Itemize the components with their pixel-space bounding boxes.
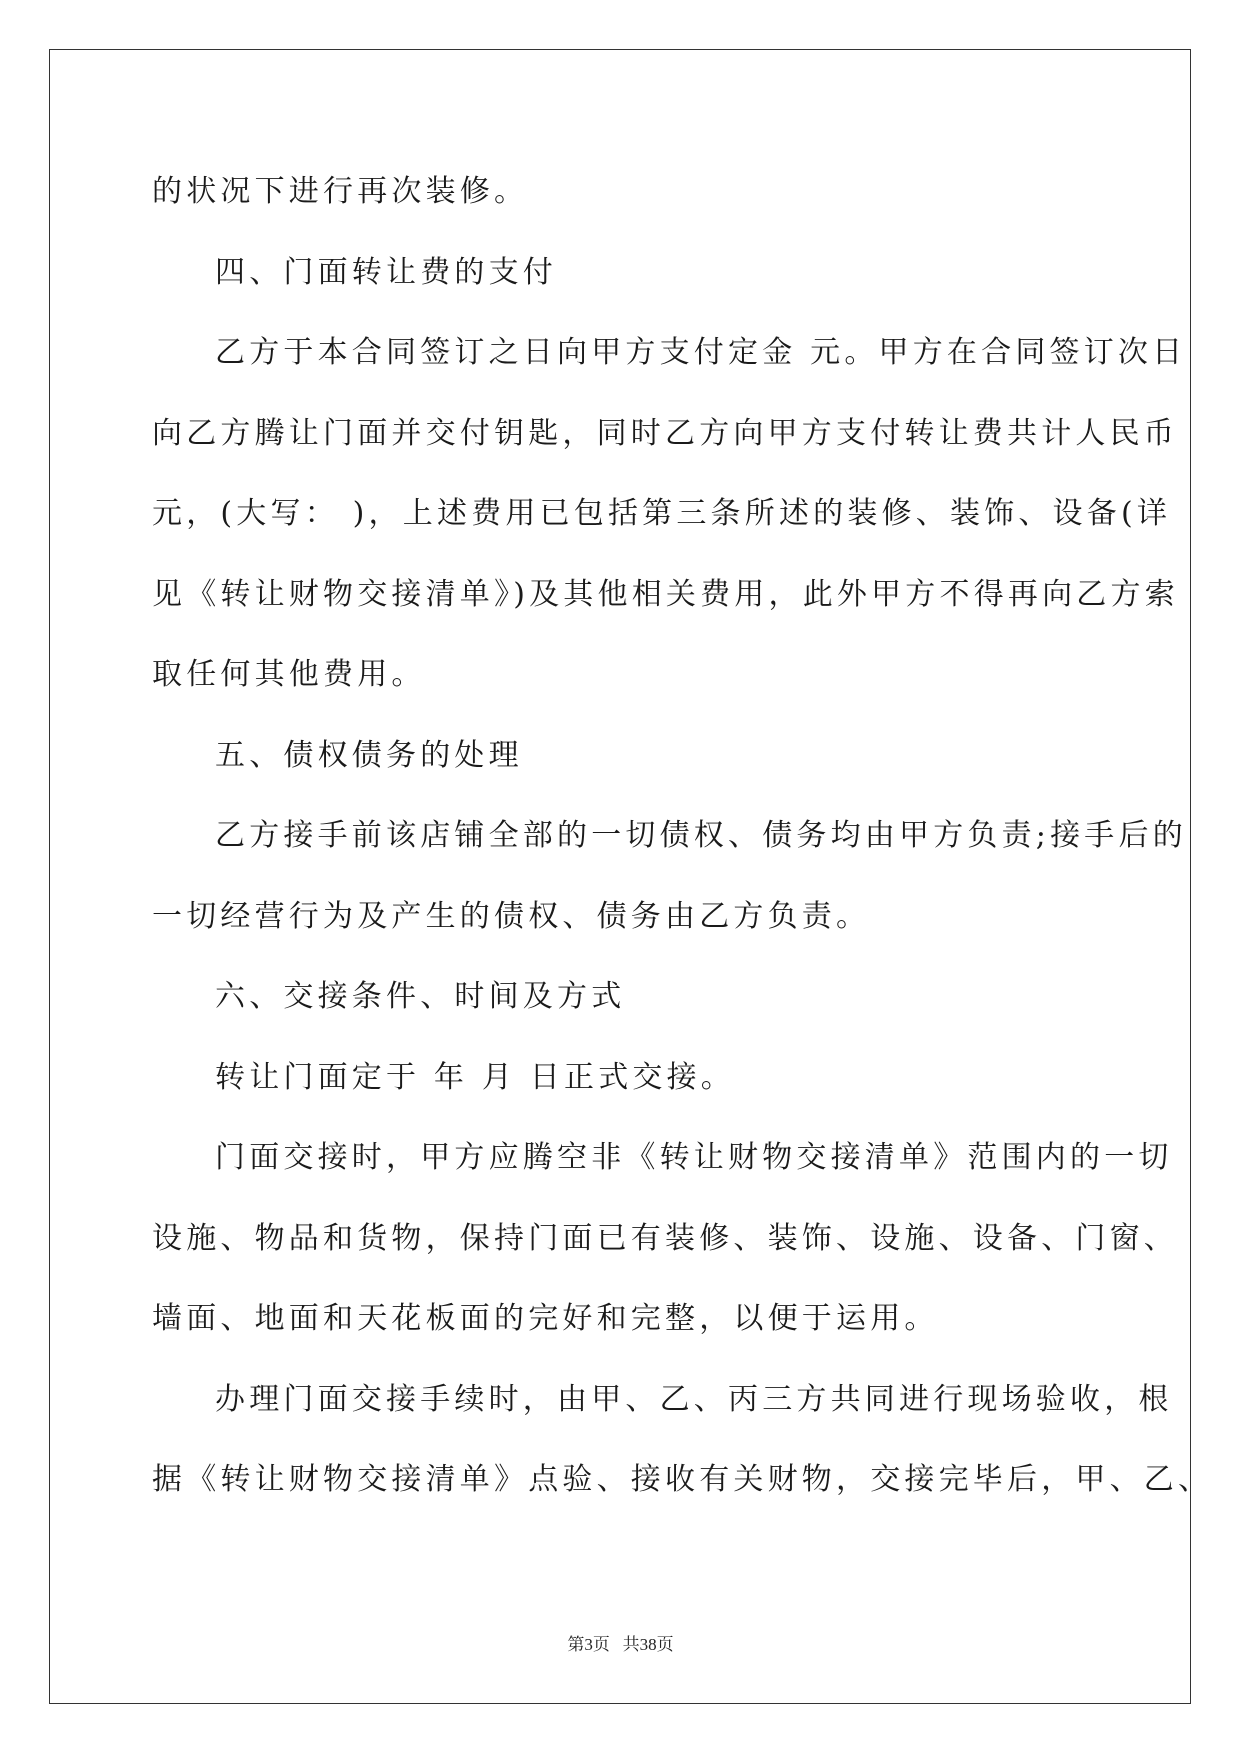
page-footer — [0, 1630, 1241, 1655]
text-line: 取任何其他费用。 — [152, 657, 426, 692]
text-line: 的状况下进行再次装修。 — [152, 174, 529, 209]
page-total: 共38页 — [622, 1635, 674, 1654]
text-line: 办理门面交接手续时，由甲、乙、丙三方共同进行现场验收，根 — [215, 1381, 1173, 1417]
text-line: 一切经营行为及产生的债权、债务由乙方负责。 — [152, 898, 871, 934]
text-line: 据《转让财物交接清单》点验、接收有关财物，交接完毕后，甲、乙、 — [152, 1462, 1213, 1497]
page-number: 第3页 — [567, 1635, 610, 1654]
section-heading: 五、债权债务的处理 — [215, 737, 523, 773]
text-line: 墙面、地面和天花板面的完好和完整，以便于运用。 — [152, 1301, 939, 1336]
text-line: 乙方于本合同签订之日向甲方支付定金 元。甲方在合同签订次日 — [215, 335, 1187, 370]
text-line: 设施、物品和货物，保持门面已有装修、装饰、设施、设备、门窗、 — [152, 1220, 1178, 1256]
text-line: 向乙方腾让门面并交付钥匙，同时乙方向甲方支付转让费共计人民币 — [152, 415, 1178, 451]
document-body — [152, 165, 1213, 1534]
text-line: 门面交接时，甲方应腾空非《转让财物交接清单》范围内的一切 — [215, 1140, 1173, 1175]
section-heading: 六、交接条件、时间及方式 — [215, 979, 626, 1014]
text-line: 元，(大写： )，上述费用已包括第三条所述的装修、装饰、设备(详 — [152, 496, 1172, 531]
text-line: 见《转让财物交接清单》)及其他相关费用，此外甲方不得再向乙方索 — [152, 576, 1179, 612]
section-heading: 四、门面转让费的支付 — [215, 254, 557, 290]
text-line: 转让门面定于 年 月 日正式交接。 — [215, 1059, 736, 1095]
text-line: 乙方接手前该店铺全部的一切债权、债务均由甲方负责;接手后的 — [215, 818, 1187, 853]
